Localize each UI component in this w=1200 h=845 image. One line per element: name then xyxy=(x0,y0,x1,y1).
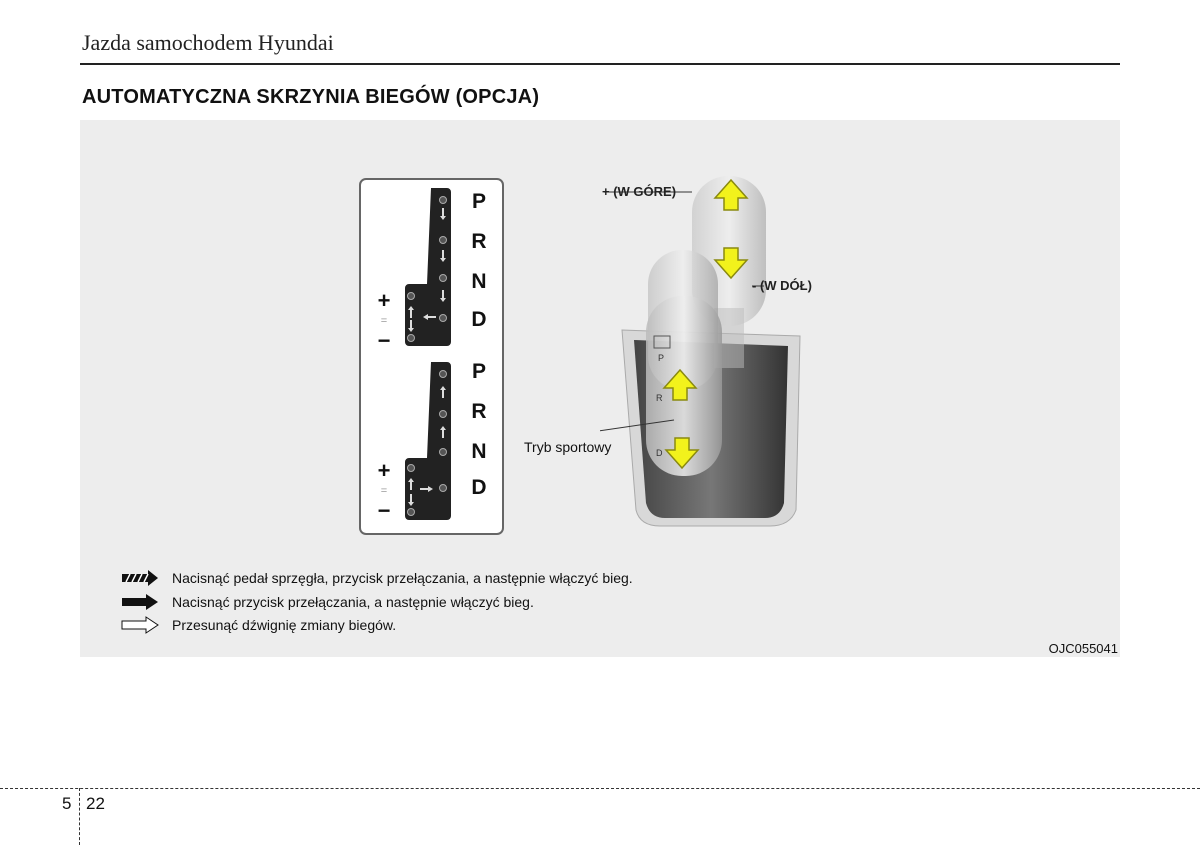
legend-item xyxy=(120,593,534,611)
gear-letter-r: R xyxy=(471,230,487,253)
chapter-number: 5 xyxy=(62,794,72,813)
plus-sign: + xyxy=(377,288,391,313)
mid-mark: = xyxy=(380,315,388,327)
legend-item xyxy=(120,569,633,587)
hatched-arrow-icon xyxy=(120,569,160,587)
running-header: Jazda samochodem Hyundai xyxy=(82,30,334,55)
shift-lever-illustration xyxy=(600,158,850,533)
plus-sign: + xyxy=(377,458,391,483)
minus-sign: − xyxy=(377,328,391,353)
gear-letter-d: D xyxy=(471,476,487,499)
section-title: AUTOMATYCZNA SKRZYNIA BIEGÓW (OPCJA) xyxy=(82,86,540,108)
solid-arrow-icon xyxy=(120,593,160,611)
gear-letter-n: N xyxy=(471,270,487,293)
page-number: 22 xyxy=(86,794,105,813)
svg-text:D: D xyxy=(656,448,663,458)
upshift-label: + (W GÓRE) xyxy=(602,184,677,199)
gear-letter-r: R xyxy=(471,400,487,423)
minus-sign: − xyxy=(377,498,391,523)
legend-item xyxy=(120,616,396,634)
svg-text:P: P xyxy=(658,353,665,363)
page-number-divider xyxy=(79,788,80,845)
gear-letter-n: N xyxy=(471,440,487,463)
svg-text:R: R xyxy=(656,393,663,403)
figure-code: OJC055041 xyxy=(1048,641,1118,656)
sport-mode-label: Tryb sportowy xyxy=(524,439,612,455)
legend-text: Przesunąć dźwignię zmiany biegów. xyxy=(172,617,397,633)
downshift-label: - (W DÓŁ) xyxy=(752,278,812,293)
header-rule xyxy=(80,63,1120,65)
legend-text: Nacisnąć przycisk przełączania, a następnie włączyć bieg. xyxy=(172,594,534,610)
gear-letter-p: P xyxy=(471,190,486,213)
shift-gate-diagram xyxy=(359,178,504,535)
gear-letter-d: D xyxy=(471,308,487,331)
legend-text: Nacisnąć pedał sprzęgła, przycisk przełączania, a następnie włączyć bieg. xyxy=(172,570,633,586)
outline-arrow-icon xyxy=(120,616,160,634)
mid-mark: = xyxy=(380,485,388,497)
gear-letter-p: P xyxy=(471,360,486,383)
footer-divider xyxy=(0,788,1200,789)
